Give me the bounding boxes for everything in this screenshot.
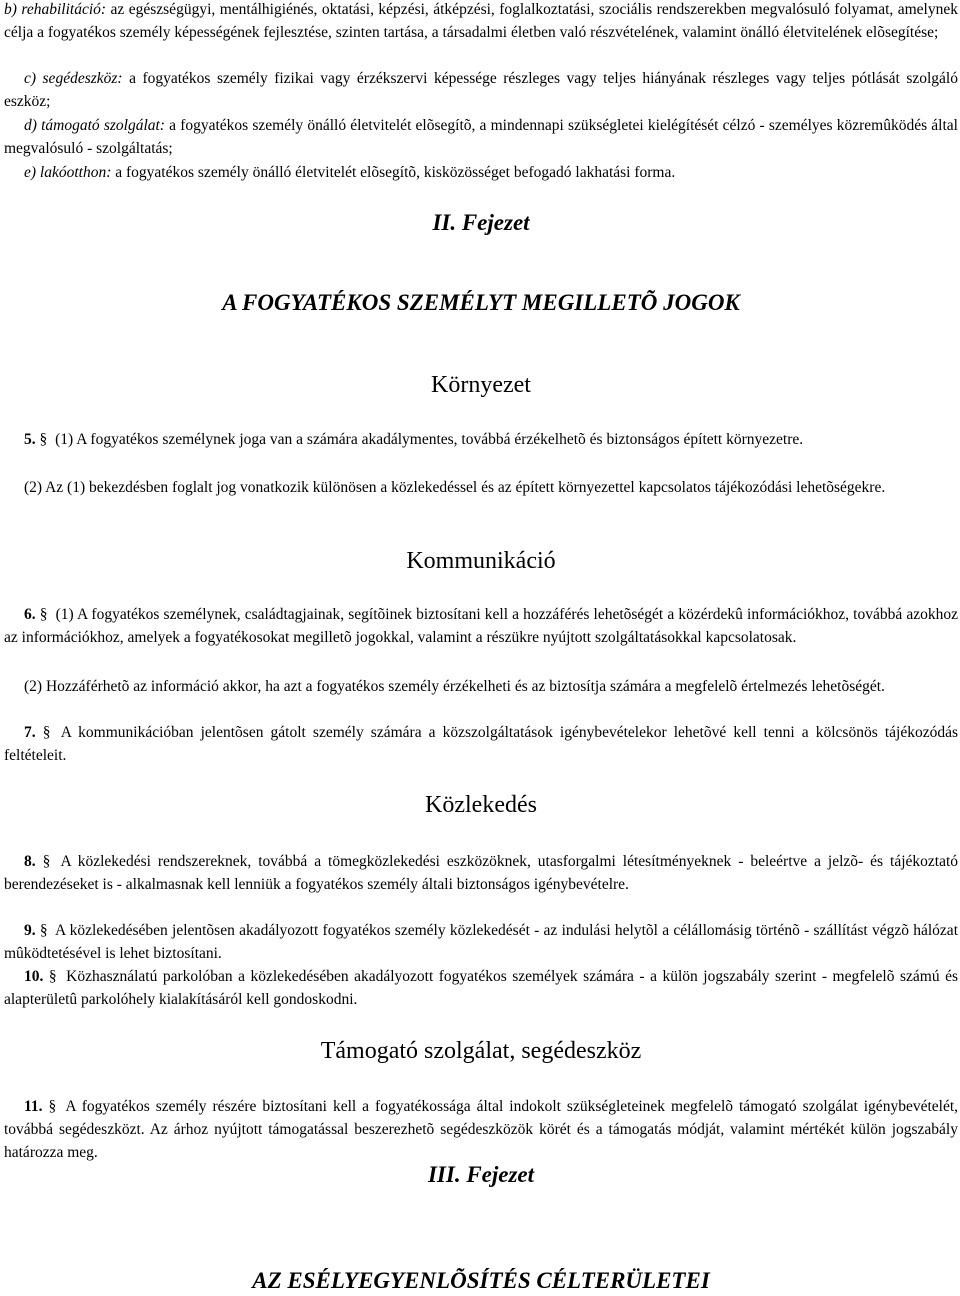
paragraph-10-text: Közhasználatú parkolóban a közlekedésében akadályozott fogyatékos személyek számára - a külön jogszabály szerint - megfelelõ számú és alapterületû parkolóhely kialakításáról kell gondoskodni.: [4, 968, 958, 1009]
paragraph-7: [4, 721, 958, 767]
definition-e-text: a fogyatékos személy önálló életvitelét elõsegítõ, kisközösséget befogadó lakhatási forma.: [111, 164, 676, 181]
section-sign: §: [48, 968, 57, 985]
chapter-2-title: A FOGYATÉKOS SZEMÉLYT MEGILLETÕ JOGOK: [222, 290, 740, 315]
paragraph-11: [4, 1095, 958, 1165]
section-heading-environment: Környezet: [431, 372, 531, 398]
section-sign: §: [42, 853, 51, 870]
chapter-3-title: AZ ESÉLYEGYENLÕSÍTÉS CÉLTERÜLETEI: [252, 1268, 710, 1293]
paragraph-7-number: 7.: [24, 724, 36, 741]
paragraph-9-number: 9.: [24, 922, 36, 939]
definition-c-text: a fogyatékos személy fizikai vagy érzékszervi képessége részleges vagy teljes hiányának részleges vagy teljes pótlását szolgáló eszköz;: [4, 70, 958, 111]
definition-e-label: e) lakóotthon:: [24, 164, 112, 181]
section-sign: §: [39, 922, 48, 939]
paragraph-5-number: 5.: [24, 431, 36, 448]
definition-c-label: c) segédeszköz:: [24, 70, 123, 87]
section-heading-support: Támogató szolgálat, segédeszköz: [320, 1038, 642, 1064]
definition-b-label: b) rehabilitáció:: [4, 1, 107, 18]
paragraph-11-text: A fogyatékos személy részére biztosítani kell a fogyatékossága által indokolt szükségleteinek megfelelõ támogató szolgálat igénybevételét, továbbá segédeszközt. Az árhoz nyújtott támogatással beszerezhetõ segédeszközök körét és a támogatás módját, valamint mértékét külön jogszabály határozza meg.: [4, 1098, 959, 1162]
paragraph-10-number: 10.: [24, 968, 44, 985]
paragraph-6-1: [4, 603, 958, 649]
section-sign: §: [39, 606, 48, 623]
definition-d: [4, 114, 958, 160]
paragraph-9-text: A közlekedésében jelentõsen akadályozott fogyatékos személy közlekedését - az indulási helytõl a célállomásig történõ - szállítást végzõ hálózat mûködtetésével is lehet biztosítani.: [4, 922, 958, 963]
section-sign: §: [48, 1098, 57, 1115]
definition-c: [4, 67, 958, 113]
definition-d-text: a fogyatékos személy önálló életvitelét elõsegítõ, a mindennapi szükségletei kielégítését célzó - személyes közremûködés által megvalósuló - szolgáltatás;: [4, 117, 958, 158]
definition-d-label: d) támogató szolgálat:: [24, 117, 165, 134]
definition-e: [4, 161, 958, 184]
paragraph-6-2-text: (2) Hozzáférhetõ az információ akkor, ha azt a fogyatékos személy érzékelheti és az biztosítja számára a megfelelõ értelmezés lehetõségét.: [24, 678, 885, 695]
paragraph-5-2-text: (2) Az (1) bekezdésben foglalt jog vonatkozik különösen a közlekedéssel és az épített környezettel kapcsolatos tájékozódási lehetõségekre.: [24, 479, 886, 496]
section-sign: §: [39, 431, 48, 448]
paragraph-6-number: 6.: [24, 606, 36, 623]
section-heading-transport: Közlekedés: [425, 792, 537, 818]
paragraph-8-number: 8.: [24, 853, 36, 870]
section-sign: §: [42, 724, 51, 741]
definition-b: [4, 0, 958, 44]
section-heading-communication: Kommunikáció: [406, 548, 556, 574]
paragraph-9: [4, 919, 958, 965]
paragraph-10: [4, 965, 958, 1011]
paragraph-8-text: A közlekedési rendszereknek, továbbá a tömegközlekedési eszközöknek, utasforgalmi létesítményeknek - beleértve a jelzõ- és tájékoztató berendezéseket is - alkalmasnak kell lenniük a fogyatékos személy általi biztonságos igénybevételre.: [4, 853, 959, 894]
paragraph-7-text: A kommunikációban jelentõsen gátolt személy számára a közszolgáltatások igénybevételekor lehetõvé kell tenni a kölcsönös tájékozódás feltételeit.: [4, 724, 958, 765]
chapter-3-number: III. Fejezet: [427, 1162, 535, 1187]
paragraph-5-1: [4, 428, 958, 451]
chapter-2-number: II. Fejezet: [432, 210, 530, 235]
paragraph-6-2: [4, 675, 958, 698]
paragraph-6-1-text: (1) A fogyatékos személynek, családtagjainak, segítõinek biztosítani kell a hozzáférés lehetõségét a közérdekû információkhoz, továbbá azokhoz az információkhoz, amelyek a fogyatékosokat megilletõ jogokkal, valamint a részükre nyújtott szolgáltatásokkal kapcsolatosak.: [4, 606, 958, 647]
paragraph-5-2: [4, 476, 958, 499]
paragraph-5-1-text: (1) A fogyatékos személynek joga van a számára akadálymentes, továbbá érzékelhetõ és biztonságos épített környezetre.: [55, 431, 804, 448]
paragraph-11-number: 11.: [24, 1098, 43, 1115]
definition-b-text: az egészségügyi, mentálhigiénés, oktatási, képzési, átképzési, foglalkoztatási, szociális rendszerekben megvalósuló folyamat, amelynek célja a fogyatékos személy képességének fejlesztése, szinten tartása, a társadalmi életben való részvételének, valamint önálló életvitelének elõsegítése;: [4, 1, 958, 42]
paragraph-8: [4, 850, 958, 896]
